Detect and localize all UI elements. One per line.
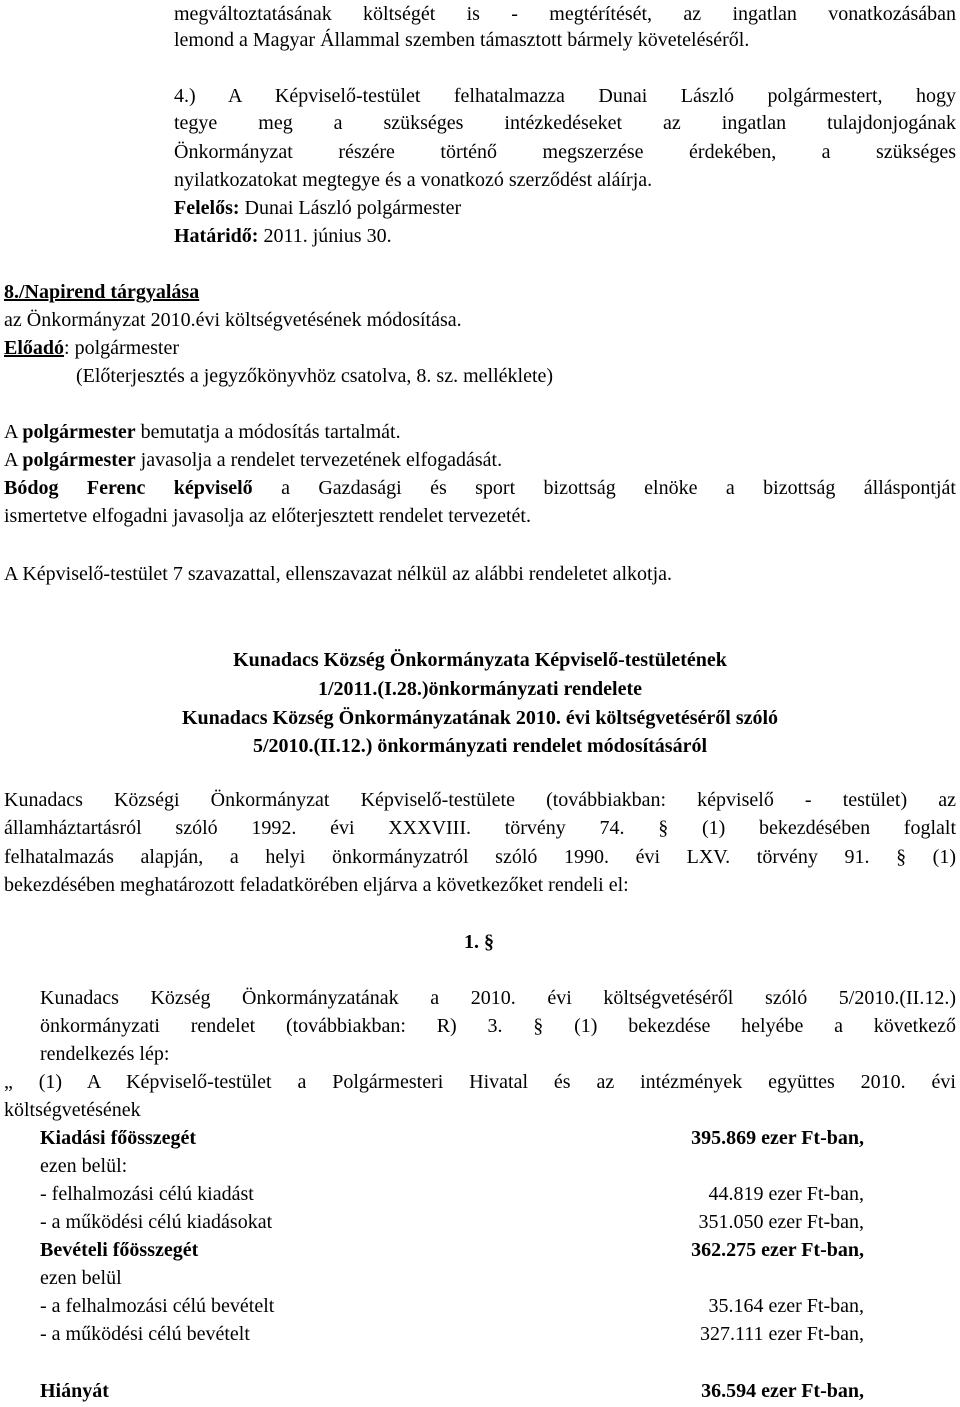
section-1-line-2: önkormányzati rendelet (továbbiakban: R) 3. § (1) bekezdése helyébe a következő	[40, 1015, 956, 1037]
agenda-8-attachment: (Előterjesztés a jegyzőkönyvhöz csatolva, 8. sz. melléklete)	[76, 365, 554, 387]
mayor-bold: polgármester	[22, 449, 136, 471]
section-1-line-3: rendelkezés lép:	[40, 1043, 170, 1065]
mayor-presents	[4, 418, 401, 446]
item3-cont-line-2: lemond a Magyar Állammal szemben támasztott bármely követeléséről.	[174, 29, 750, 51]
opex-value: 351.050 ezer Ft-ban,	[698, 1211, 864, 1233]
item4-line-2: tegye meg a szükséges intézkedéseket az ingatlan tulajdonjogának	[174, 112, 956, 134]
opex-label: - a működési célú kiadásokat	[40, 1211, 273, 1233]
agenda-8-presenter	[4, 334, 179, 362]
operating-revenue-value: 327.111 ezer Ft-ban,	[699, 1323, 864, 1345]
capital-revenue-value: 35.164 ezer Ft-ban,	[708, 1295, 864, 1317]
vote-result: A Képviselő-testület 7 szavazattal, ellenszavazat nélkül az alábbi rendeletet alkotja.	[4, 563, 673, 585]
item4-line-4: nyilatkozatokat megtegye és a vonatkozó szerződést aláírja.	[174, 169, 653, 191]
text-rest: bemutatja a módosítás tartalmát.	[135, 421, 401, 443]
text-a: A	[4, 421, 23, 443]
responsible-label: Felelős:	[174, 197, 240, 219]
within-label-1: ezen belül:	[40, 1155, 128, 1177]
section-1-quote-line-1: „ (1) A Képviselő-testület a Polgármesteri Hivatal és az intézmények együttes 2010. évi	[4, 1071, 956, 1093]
operating-revenue-label: - a működési célú bevételt	[40, 1323, 250, 1345]
preamble-line-3: felhatalmazás alapján, a helyi önkormányzatról szóló 1990. évi LXV. törvény 91. § (1)	[4, 846, 956, 868]
capex-value: 44.819 ezer Ft-ban,	[708, 1183, 864, 1205]
responsible-value: Dunai László polgármester	[239, 197, 462, 219]
committee-opinion-text: a Gazdasági és sport bizottság elnöke a bizottság álláspontját	[252, 477, 956, 499]
item4-responsible	[174, 194, 461, 222]
mayor-bold: polgármester	[22, 421, 136, 443]
within-label-2: ezen belül	[40, 1267, 122, 1289]
section-1-line-1: Kunadacs Község Önkormányzatának a 2010. évi költségvetéséről szóló 5/2010.(II.12.)	[40, 987, 956, 1009]
presenter-label: Előadó	[4, 337, 65, 359]
preamble-line-4: bekezdésében meghatározott feladatkörében eljárva a következőket rendeli el:	[4, 874, 629, 896]
text-rest: javasolja a rendelet tervezetének elfogadását.	[135, 449, 503, 471]
capital-revenue-label: - a felhalmozási célú bevételt	[40, 1295, 275, 1317]
deadline-value: 2011. június 30.	[258, 225, 392, 247]
agenda-8-subject: az Önkormányzat 2010.évi költségvetésének módosítása.	[4, 309, 462, 331]
revenue-total-value: 362.275 ezer Ft-ban,	[691, 1239, 864, 1261]
decree-title-line-4: 5/2010.(II.12.) önkormányzati rendelet módosításáról	[252, 735, 708, 757]
preamble-line-1: Kunadacs Községi Önkormányzat Képviselő-testülete (továbbiakban: képviselő - testület) az	[4, 789, 956, 811]
item4-line-1: 4.) A Képviselő-testület felhatalmazza Dunai László polgármestert, hogy	[174, 85, 956, 107]
deficit-value: 36.594 ezer Ft-ban,	[701, 1380, 864, 1402]
agenda-8-heading: 8./Napirend tárgyalása	[4, 281, 200, 303]
deficit-label: Hiányát	[40, 1380, 109, 1402]
committee-opinion-line-2: ismertetve elfogadni javasolja az előterjesztett rendelet tervezetét.	[4, 505, 531, 527]
decree-title-line-3: Kunadacs Község Önkormányzatának 2010. évi költségvetéséről szóló	[181, 707, 779, 729]
councillor-name: Bódog Ferenc képviselő	[4, 477, 253, 499]
deadline-label: Határidő:	[174, 225, 259, 247]
item3-cont-line-1: megváltoztatásának költségét is - megtérítését, az ingatlan vonatkozásában	[174, 3, 956, 25]
section-1-quote-line-2: költségvetésének	[4, 1099, 141, 1121]
committee-opinion-line-1	[4, 474, 956, 502]
revenue-total-label: Bevételi főösszegét	[40, 1239, 199, 1261]
mayor-proposes	[4, 446, 502, 474]
presenter-value: : polgármester	[64, 337, 179, 359]
text-a: A	[4, 449, 23, 471]
decree-title-line-2: 1/2011.(I.28.)önkormányzati rendelete	[317, 678, 643, 700]
item4-deadline	[174, 222, 392, 250]
section-1-heading: 1. §	[464, 931, 494, 953]
expenditure-total-label: Kiadási főösszegét	[40, 1127, 197, 1149]
item4-line-3: Önkormányzat részére történő megszerzése érdekében, a szükséges	[174, 141, 956, 163]
capex-label: - felhalmozási célú kiadást	[40, 1183, 254, 1205]
preamble-line-2: államháztartásról szóló 1992. évi XXXVIII. törvény 74. § (1) bekezdésében foglalt	[4, 817, 956, 839]
decree-title-line-1: Kunadacs Község Önkormányzata Képviselő-testületének	[233, 649, 727, 671]
expenditure-total-value: 395.869 ezer Ft-ban,	[691, 1127, 864, 1149]
